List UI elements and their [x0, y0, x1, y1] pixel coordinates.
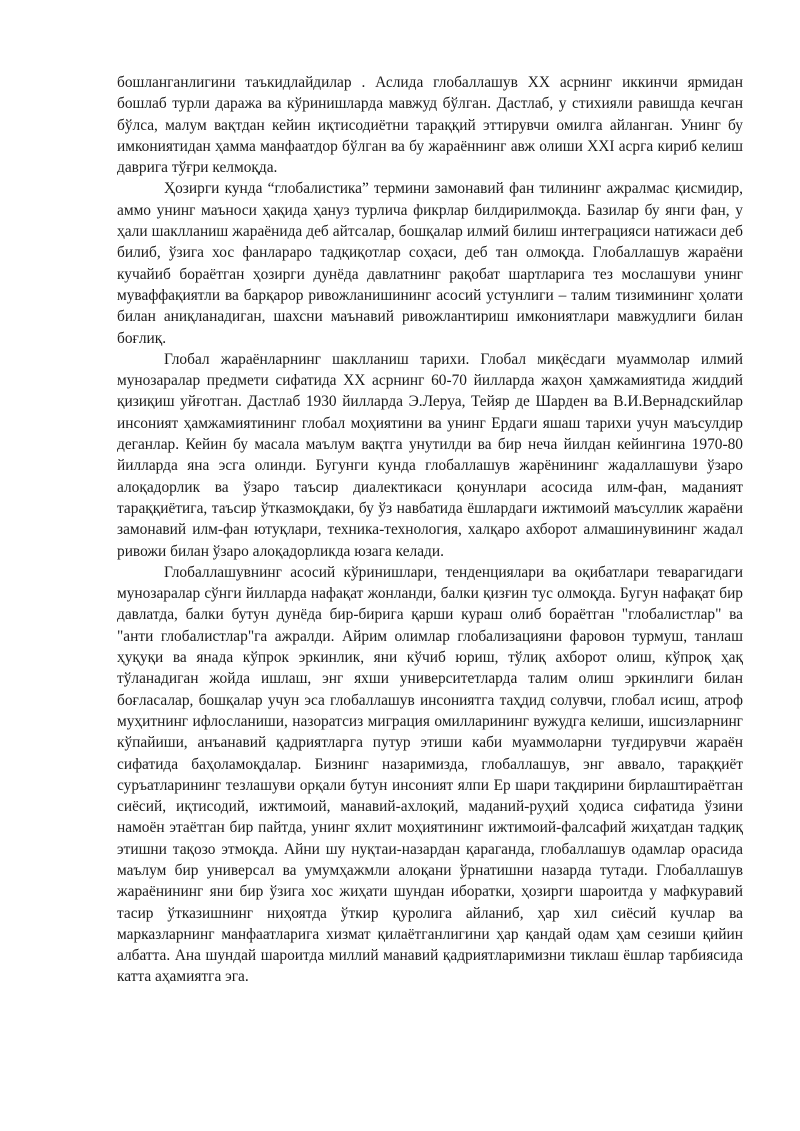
paragraph-globalistics-term: Ҳозирги кунда “глобалистика” термини замонавий фан тилининг ажралмас қисмидир, аммо унинг маъноси ҳақида ҳануз турлича фикрлар билдирилмоқда. Базилар бу янги фан, у ҳали шаклланиш жараёнида деб айтсалар, бошқалар илмий билиш интеграцияси натижаси деб билиб, ўзига хос фанлараро тадқиқотлар соҳаси, деб тан олмоқда. Глобаллашув жараёни кучайиб бораётган ҳозирги дунёда давлатнинг рақобат шартларига тез мослашуви унинг муваффақиятли ва барқарор ривожланишининг асосий устунлиги – талим тизимининг ҳолати билан аниқланадиган, шахсни маънавий ривожлантириш имкониятлари мавжудлиги билан боғлиқ. [117, 180, 743, 347]
paragraph-continuation: бошланганлигини таъкидлайдилар . Аслида глобаллашув XX асрнинг иккинчи ярмидан бошлаб турли даража ва кўринишларда мавжуд бўлган. Дастлаб, у стихияли равишда кечган бўлса, малум вақтдан кейин иқтисодиётни тараққий эттирувчи омилга айланган. Унинг бу имкониятидан ҳамма манфаатдор бўлган ва бу жараённинг авж олиши XXI асрга кириб келиш даврига тўғри келмоқда. [117, 74, 743, 177]
paragraph-global-processes-history: Глобал жараёнларнинг шаклланиш тарихи. Глобал миқёсдаги муаммолар илмий мунозаралар предмети сифатида XX асрнинг 60-70 йилларда жаҳон ҳамжамиятида жиддий қизиқиш уйғотган. Дастлаб 1930 йилларда Э.Леруа, Тейяр де Шарден ва В.И.Вернадскийлар инсоният ҳамжамиятининг глобал моҳиятини ва унинг Ердаги яшаш тарихи учун маъсулдир деганлар. Кейин бу масала маълум вақтга унутилди ва бир неча йилдан кейингина 1970-80 йилларда яна эсга олинди. Бугунги кунда глобаллашув жарёнининг жадаллашуви ўзаро алоқадорлик ва ўзаро таъсир диалектикаси қонунлари асосида илм-фан, маданият тараққиётига, таъсир ўтказмоқдаки, бу ўз навбатида ёшлардаги ижтимоий маъсуллик жараёни замонавий илм-фан ютуқлари, техника-технология, халқаро ахборот алмашинувининг жадал ривожи билан ўзаро алоқадорликда юзага келади. [117, 350, 743, 560]
paragraph-globalization-manifestations: Глобаллашувнинг асосий кўринишлари, тенденциялари ва оқибатлари теварагидаги мунозаралар сўнги йилларда нафақат жонланди, балки қизғин тус олмоқда. Бугун нафақат бир давлатда, балки бутун дунёда бир-бирига қарши кураш олиб бораётган "глобалистлар" ва "анти глобалистлар"га ажралди. Айрим олимлар глобализацияни фаровон турмуш, танлаш ҳуқуқи ва янада кўпрок эркинлик, яни кўчиб юриш, тўлиқ ахборот олиш, кўпроқ ҳақ тўланадиган жойда ишлаш, энг яхши университетларда талим олиш эркинлиги билан боғласалар, бошқалар учун эса глобаллашув инсониятга таҳдид солувчи, глобал исиш, атроф муҳитнинг ифлосланиши, назоратсиз миграция омилларининг вужудга келиши, ишсизларнинг кўпайиши, анъанавий қадриятларга путур этиши каби муаммоларни туғдирувчи жараён сифатида баҳоламоқдалар. Бизнинг назаримизда, глобаллашув, энг аввало, тараққиёт суръатларининг тезлашуви орқали бутун инсоният ялпи Ер шари тақдирини бирлаштираётган сиёсий, иқтисодий, ижтимоий, манавий-ахлоқий, маданий-руҳий ҳодиса сифатида ўзини намоён этаётган бир пайтда, унинг яхлит моҳиятининг ижтимоий-фалсафий жиҳатдан тадқиқ этишни тақозо этмоқда. Айни шу нуқтаи-назардан қараганда, глобаллашув одамлар орасида маълум бир универсал ва умумҳажмли алоқани ўрнатишни назарда тутади. Глобаллашув жараёнининг яни бир ўзига хос жиҳати шундан иборатки, ҳозирги шароитда у мафкуравий тасир ўтказишнинг ниҳоятда ўткир қуролига айланиб, ҳар хил сиёсий кучлар ва марказларнинг манфаатларига хизмат қилаётганлигини ҳар қандай одам ҳам сезиши қийин албатта. Ана шундай шароитда миллий манавий қадриятларимизни тиклаш ёшлар тарбиясида катта аҳамиятга эга. [117, 563, 743, 986]
document-page [117, 72, 743, 988]
